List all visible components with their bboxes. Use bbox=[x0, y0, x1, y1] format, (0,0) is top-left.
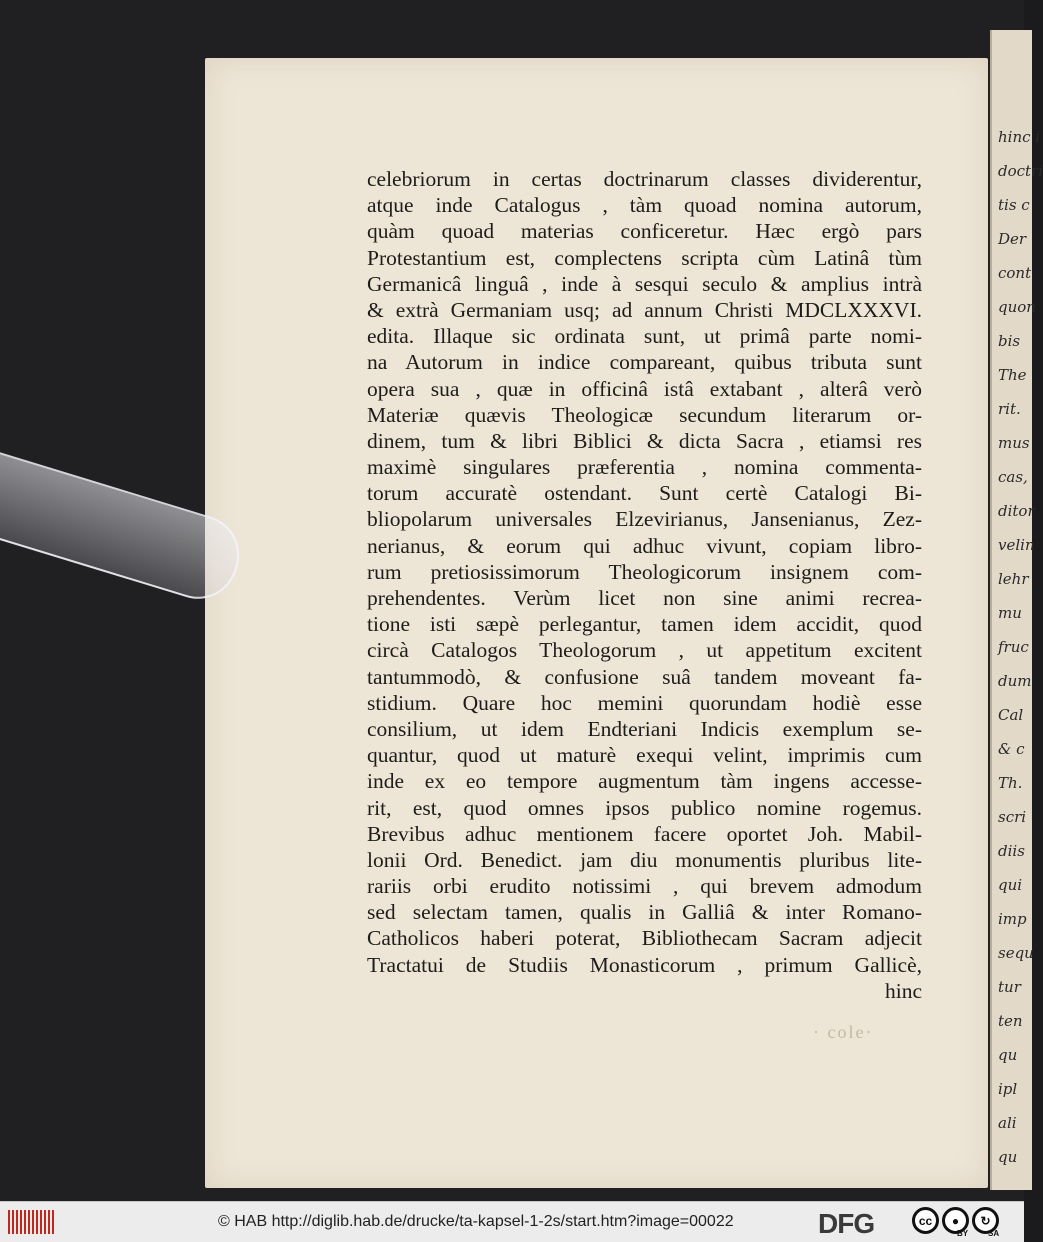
facing-page-fragment: doctri bbox=[998, 162, 1043, 180]
text-line: prehendentes. Verùm licet non sine animi recrea- bbox=[367, 586, 922, 610]
hab-barcode-logo bbox=[8, 1210, 54, 1234]
text-line: circà Catalogos Theologorum , ut appetitum excitent bbox=[367, 638, 922, 663]
sa-icon: ↻ bbox=[972, 1207, 999, 1234]
catchword: hinc bbox=[884, 978, 922, 1003]
text-line: rariis orbi erudito notissimi , qui brevem admodum bbox=[367, 874, 922, 899]
by-label: BY bbox=[957, 1229, 969, 1238]
show-through-text: · cole· bbox=[813, 1022, 874, 1042]
text-line: Catholicos haberi poterat, Bibliothecam Sacram adjecit bbox=[367, 926, 922, 951]
text-line: torum accuratè ostendant. Sunt certè Catalogi Bi- bbox=[367, 481, 922, 506]
text-line: atque inde Catalogus , tàm quoad nomina autorum, bbox=[367, 193, 922, 218]
facing-page-fragment: quon bbox=[998, 298, 1036, 316]
text-line: quàm quoad materias conficeretur. Hæc ergò pars bbox=[367, 219, 922, 244]
text-line: Germanicâ linguâ , inde à sesqui seculo & amplius intrà bbox=[367, 271, 922, 296]
credit-link[interactable]: © HAB http://diglib.hab.de/drucke/ta-kapsel-1-2s/start.htm?image=00022 bbox=[218, 1213, 734, 1230]
text-line: maximè singulares præferentia , nomina commenta- bbox=[367, 455, 922, 480]
facing-page-edge bbox=[990, 30, 1043, 1190]
page-text-block bbox=[367, 166, 922, 1004]
facing-page-fragment: tis c bbox=[998, 196, 1030, 214]
text-line: Protestantium est, complectens scripta cùm Latinâ tùm bbox=[367, 245, 922, 270]
facing-page-fragment: & c bbox=[998, 740, 1025, 758]
facing-page-fragment: cont bbox=[998, 264, 1032, 282]
text-line: dinem, tum & libri Biblici & dicta Sacra , etiamsi res bbox=[367, 428, 922, 453]
facing-page-fragment: ten bbox=[998, 1012, 1023, 1030]
facing-page-fragment: ditor bbox=[998, 502, 1035, 520]
facing-page-fragment: diis bbox=[998, 842, 1025, 860]
text-line: rum pretiosissimorum Theologicorum insignem com- bbox=[367, 559, 922, 584]
text-line: bliopolarum universales Elzevirianus, Jansenianus, Zez- bbox=[367, 507, 922, 532]
text-line: opera sua , quæ in officinâ istâ extabant , alterâ verò bbox=[367, 376, 922, 401]
sa-label: SA bbox=[988, 1229, 1000, 1238]
text-line: celebriorum in certas doctrinarum classes dividerentur, bbox=[367, 167, 922, 191]
facing-page-fragment: The bbox=[998, 366, 1027, 384]
facing-page-fragment: qu bbox=[998, 1148, 1018, 1166]
facing-page-fragment: bis bbox=[998, 332, 1021, 350]
text-line: nerianus, & eorum qui adhuc vivunt, copiam libro- bbox=[367, 533, 922, 558]
cc-icon: cc bbox=[912, 1207, 939, 1234]
by-icon: ● bbox=[942, 1207, 969, 1234]
text-line: Materiæ quævis Theologicæ secundum literarum or- bbox=[367, 402, 922, 427]
text-line: lonii Ord. Benedict. jam diu monumentis pluribus lite- bbox=[367, 847, 922, 872]
text-line: edita. Illaque sic ordinata sunt, ut primâ parte nomi- bbox=[367, 324, 922, 349]
text-line: quantur, quod ut maturè exequi velint, imprimis cum bbox=[367, 743, 922, 768]
facing-page-fragment: rit. bbox=[998, 400, 1021, 418]
facing-page-fragment: Der bbox=[998, 230, 1027, 248]
cc-license-badge[interactable] bbox=[912, 1207, 999, 1234]
facing-page-fragment: sequ bbox=[998, 944, 1034, 962]
facing-page-fragment: Cal bbox=[998, 706, 1024, 724]
facing-page-fragment: ipl bbox=[998, 1080, 1018, 1098]
facing-page-fragment: tur bbox=[998, 978, 1021, 996]
text-line: rit, est, quod omnes ipsos publico nomine rogemus. bbox=[367, 795, 922, 820]
facing-page-fragment: fruc bbox=[998, 638, 1029, 656]
facing-page-fragment: hinc i bbox=[998, 128, 1041, 146]
facing-page-fragment: dum bbox=[998, 672, 1032, 690]
facing-page-fragment: cas, bbox=[998, 468, 1028, 486]
text-line: & extrà Germaniam usq; ad annum Christi MDCLXXXVI. bbox=[367, 297, 922, 322]
viewer-footer bbox=[0, 1201, 1024, 1242]
dfg-logo: DFG bbox=[818, 1208, 875, 1239]
text-line: stidium. Quare hoc memini quorundam hodiè esse bbox=[367, 690, 922, 715]
facing-page-fragment: mu bbox=[998, 604, 1022, 622]
text-line: tantummodò, & confusione suâ tandem moveant fa- bbox=[367, 664, 922, 689]
facing-page-fragment: Th. bbox=[998, 774, 1023, 792]
text-line: inde ex eo tempore augmentum tàm ingens accesse- bbox=[367, 769, 922, 794]
facing-page-fragment: qu bbox=[998, 1046, 1018, 1064]
facing-page-fragment: ali bbox=[998, 1114, 1017, 1132]
text-line: tione isti sæpè perlegantur, tamen idem accidit, quod bbox=[367, 612, 922, 637]
text-line: na Autorum in indice compareant, quibus tributa sunt bbox=[367, 350, 922, 375]
text-line: Tractatui de Studiis Monasticorum , primum Gallicè, bbox=[367, 952, 922, 977]
facing-page-fragment: mus bbox=[998, 434, 1030, 452]
facing-page-fragment: qui bbox=[998, 876, 1023, 894]
facing-page-fragment: velin bbox=[998, 536, 1035, 554]
facing-page-fragment: imp bbox=[998, 910, 1027, 928]
facing-page-fragment: lehr bbox=[998, 570, 1029, 588]
facing-page-fragment: scri bbox=[998, 808, 1027, 826]
text-line: consilium, ut idem Endteriani Indicis exemplum se- bbox=[367, 716, 922, 741]
text-line: Brevibus adhuc mentionem facere oportet Joh. Mabil- bbox=[367, 821, 922, 846]
text-line: sed selectam tamen, qualis in Galliâ & inter Romano- bbox=[367, 900, 922, 925]
